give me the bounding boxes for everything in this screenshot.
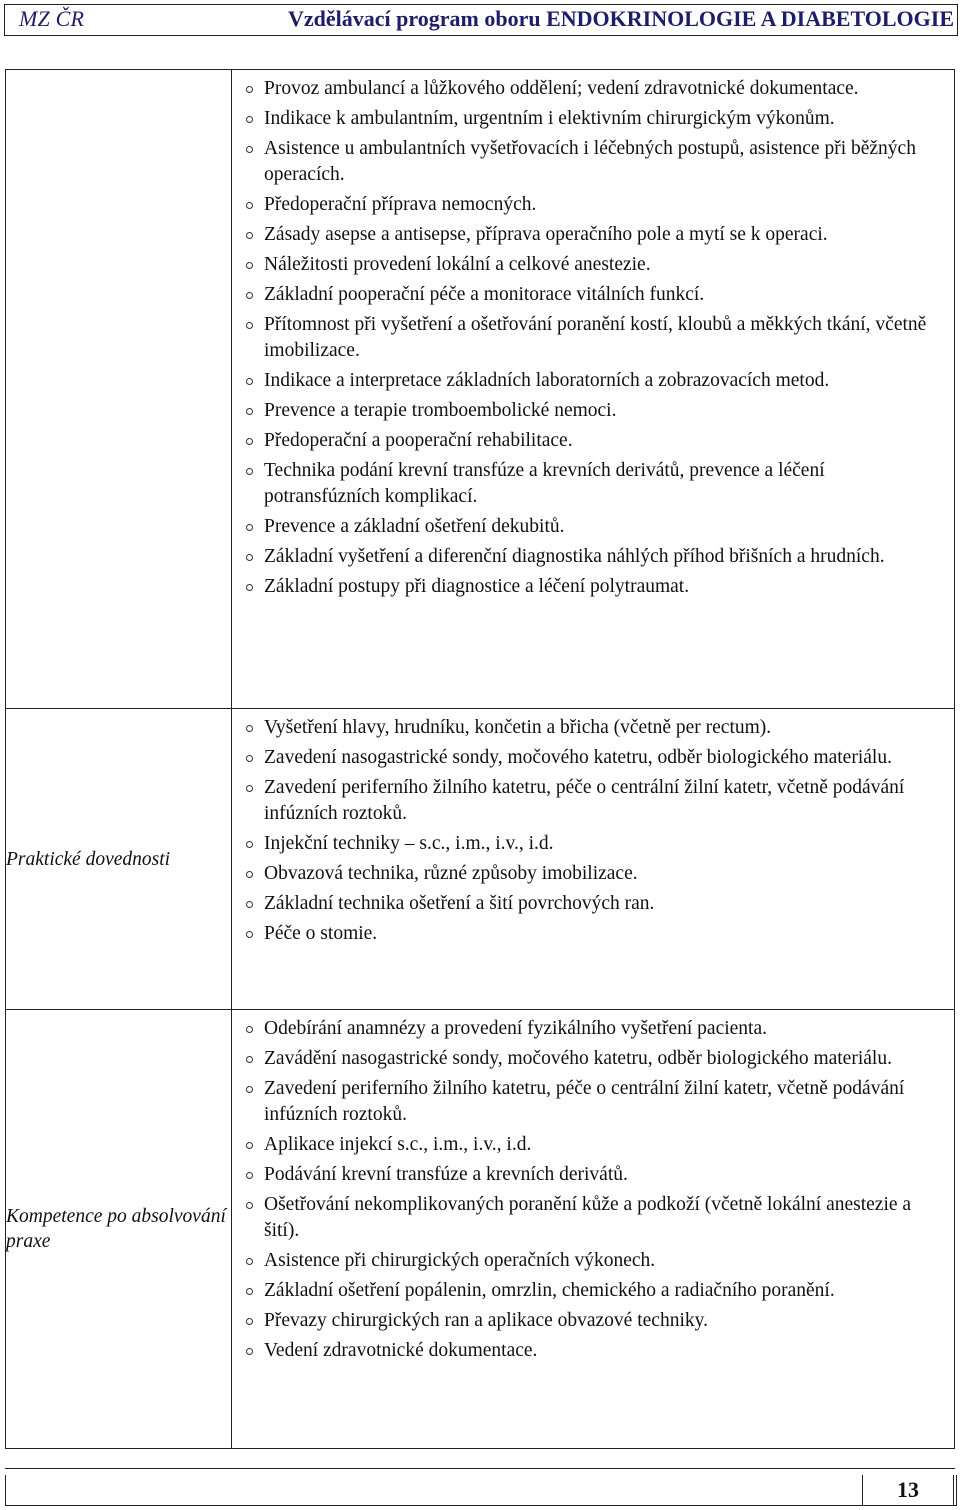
- row-label: Kompetence po absolvování praxe: [6, 1010, 232, 1449]
- list-item: Základní postupy při diagnostice a léčení polytraumat.: [246, 574, 942, 600]
- header-title: Vzdělávací program oboru ENDOKRINOLOGIE A DIABETOLOGIE: [288, 6, 954, 31]
- list-item: Podávání krevní transfúze a krevních derivátů.: [246, 1162, 942, 1188]
- row-label: [6, 70, 232, 709]
- list-item: Provoz ambulancí a lůžkového oddělení; vedení zdravotnické dokumentace.: [246, 76, 942, 102]
- list-item: Předoperační příprava nemocných.: [246, 192, 942, 218]
- bullet-list: [246, 1016, 942, 1364]
- list-item: Zavedení periferního žilního katetru, péče o centrální žilní katetr, včetně podávání infúzních roztoků.: [246, 775, 942, 827]
- row-content: [232, 709, 955, 1010]
- list-item: Zavedení periferního žilního katetru, péče o centrální žilní katetr, včetně podávání infúzních roztoků.: [246, 1076, 942, 1128]
- list-item: Péče o stomie.: [246, 921, 942, 947]
- list-item: Převazy chirurgických ran a aplikace obvazové techniky.: [246, 1308, 942, 1334]
- list-item: Zásady asepse a antisepse, příprava operačního pole a mytí se k operaci.: [246, 222, 942, 248]
- list-item: Asistence při chirurgických operačních výkonech.: [246, 1248, 942, 1274]
- list-item: Prevence a základní ošetření dekubitů.: [246, 514, 942, 540]
- table-row: [6, 709, 955, 1010]
- page-header: [4, 4, 958, 36]
- list-item: Základní vyšetření a diferenční diagnostika náhlých příhod břišních a hrudních.: [246, 544, 942, 570]
- list-item: Aplikace injekcí s.c., i.m., i.v., i.d.: [246, 1132, 942, 1158]
- page-number: 13: [862, 1475, 954, 1506]
- header-org: MZ ČR: [19, 6, 85, 31]
- list-item: Základní pooperační péče a monitorace vitálních funkcí.: [246, 282, 942, 308]
- row-content: [232, 1010, 955, 1449]
- footer-divider: [5, 1468, 955, 1469]
- list-item: Přítomnost při vyšetření a ošetřování poranění kostí, kloubů a měkkých tkání, včetně imobilizace.: [246, 312, 942, 364]
- row-content: [232, 70, 955, 709]
- list-item: Odebírání anamnézy a provedení fyzikálního vyšetření pacienta.: [246, 1016, 942, 1042]
- table-row: [6, 70, 955, 709]
- list-item: Vyšetření hlavy, hrudníku, končetin a břicha (včetně per rectum).: [246, 715, 942, 741]
- table-row: [6, 1010, 955, 1449]
- list-item: Vedení zdravotnické dokumentace.: [246, 1338, 942, 1364]
- list-item: Obvazová technika, různé způsoby imobilizace.: [246, 861, 942, 887]
- list-item: Asistence u ambulantních vyšetřovacích i léčebných postupů, asistence při běžných operacích.: [246, 136, 942, 188]
- curriculum-table: [5, 69, 955, 1449]
- list-item: Technika podání krevní transfúze a krevních derivátů, prevence a léčení potransfúzních komplikací.: [246, 458, 942, 510]
- list-item: Zavedení nasogastrické sondy, močového katetru, odběr biologického materiálu.: [246, 745, 942, 771]
- list-item: Základní ošetření popálenin, omrzlin, chemického a radiačního poranění.: [246, 1278, 942, 1304]
- list-item: Prevence a terapie tromboembolické nemoci.: [246, 398, 942, 424]
- list-item: Ošetřování nekomplikovaných poranění kůže a podkoží (včetně lokální anestezie a šití).: [246, 1192, 942, 1244]
- list-item: Injekční techniky – s.c., i.m., i.v., i.d.: [246, 831, 942, 857]
- list-item: Náležitosti provedení lokální a celkové anestezie.: [246, 252, 942, 278]
- list-item: Indikace k ambulantním, urgentním i elektivním chirurgickým výkonům.: [246, 106, 942, 132]
- list-item: Indikace a interpretace základních laboratorních a zobrazovacích metod.: [246, 368, 942, 394]
- list-item: Zavádění nasogastrické sondy, močového katetru, odběr biologického materiálu.: [246, 1046, 942, 1072]
- bullet-list: [246, 715, 942, 947]
- row-label: Praktické dovednosti: [6, 709, 232, 1010]
- footer-box: [5, 1475, 957, 1506]
- bullet-list: [246, 76, 942, 600]
- list-item: Základní technika ošetření a šití povrchových ran.: [246, 891, 942, 917]
- list-item: Předoperační a pooperační rehabilitace.: [246, 428, 942, 454]
